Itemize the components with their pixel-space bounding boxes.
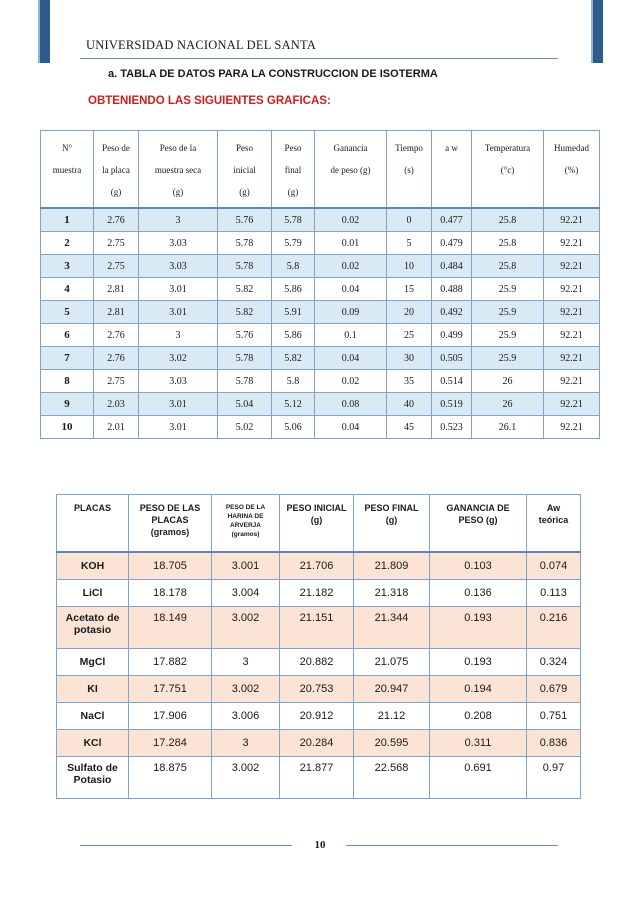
table-cell: 25.9: [472, 301, 544, 324]
table-cell: 2.81: [94, 301, 139, 324]
table-cell: 26.1: [472, 416, 544, 439]
table-cell: 21.344: [354, 607, 430, 649]
table-cell: 0.02: [315, 208, 387, 232]
header-line: LiCl: [82, 587, 103, 599]
header-line: (%): [564, 165, 579, 175]
table-cell: 0.514: [432, 370, 472, 393]
table-cell: 25.8: [472, 255, 544, 278]
header-line: Humedad: [554, 143, 589, 153]
graphs-subtitle: OBTENIENDO LAS SIGUIENTES GRAFICAS:: [88, 95, 331, 107]
table-cell: 0.08: [315, 393, 387, 416]
table-cell: 2.76: [94, 208, 139, 232]
plate-name-cell: [57, 580, 129, 607]
header-line: (gramos): [231, 531, 260, 538]
header-line: (gramos): [150, 527, 190, 537]
table-row: [57, 757, 581, 799]
table-cell: 18.875: [129, 757, 212, 799]
table-row: [41, 301, 600, 324]
sample-number-cell: 6: [41, 324, 94, 347]
table-cell: 17.882: [129, 649, 212, 676]
header-line: MgCl: [79, 656, 106, 668]
table-cell: 5.78: [218, 255, 272, 278]
section-heading: a. TABLA DE DATOS PARA LA CONSTRUCCION DE ISOTERMA: [108, 68, 438, 80]
table-cell: 3.006: [212, 703, 280, 730]
table-cell: 3.002: [212, 676, 280, 703]
table-row: [57, 703, 581, 730]
table-cell: 21.706: [280, 552, 354, 580]
table-cell: 2.76: [94, 347, 139, 370]
column-header: [139, 131, 218, 209]
column-header: [315, 131, 387, 209]
table-cell: 3.001: [212, 552, 280, 580]
header-line: muestra seca: [154, 165, 202, 175]
table-row: [41, 324, 600, 347]
plate-name-cell: [57, 730, 129, 757]
header-line: Peso: [235, 143, 253, 153]
table-cell: 20.912: [280, 703, 354, 730]
table-cell: 3.004: [212, 580, 280, 607]
plate-name-cell: [57, 552, 129, 580]
table-cell: 3.01: [139, 278, 218, 301]
table-cell: 3.01: [139, 301, 218, 324]
header-line: KOH: [80, 560, 105, 572]
table-cell: 20.753: [280, 676, 354, 703]
table-cell: 5.82: [218, 278, 272, 301]
table-cell: 3.03: [139, 232, 218, 255]
table-cell: 5.06: [272, 416, 315, 439]
table-row: [57, 730, 581, 757]
sample-number-cell: 7: [41, 347, 94, 370]
table-cell: 40: [387, 393, 432, 416]
table-cell: 2.81: [94, 278, 139, 301]
table-cell: 18.149: [129, 607, 212, 649]
table-cell: 3.03: [139, 255, 218, 278]
table-cell: 26: [472, 370, 544, 393]
column-header: [218, 131, 272, 209]
table-cell: 92.21: [544, 278, 600, 301]
table-cell: 92.21: [544, 232, 600, 255]
header-line: HARINA DE: [227, 513, 264, 520]
table-cell: 5.8: [272, 255, 315, 278]
column-header: [544, 131, 600, 209]
table-cell: 30: [387, 347, 432, 370]
table-cell: 20.284: [280, 730, 354, 757]
table-cell: 5.78: [272, 208, 315, 232]
table-cell: 10: [387, 255, 432, 278]
isotherm-data-table: [40, 130, 600, 439]
table-cell: 3.01: [139, 393, 218, 416]
header-line: Ganancia: [333, 143, 368, 153]
table-cell: 2.75: [94, 255, 139, 278]
table-cell: 22.568: [354, 757, 430, 799]
header-right-accent-bar: [591, 0, 603, 63]
sample-number-cell: 8: [41, 370, 94, 393]
header-line: inicial: [233, 165, 256, 175]
table-cell: 0.484: [432, 255, 472, 278]
table-cell: 0.479: [432, 232, 472, 255]
table-cell: 2.01: [94, 416, 139, 439]
table-cell: 0.492: [432, 301, 472, 324]
table-cell: 20: [387, 301, 432, 324]
plate-name-cell: [57, 703, 129, 730]
table-cell: 17.906: [129, 703, 212, 730]
table-row: [57, 580, 581, 607]
table-cell: 0.499: [432, 324, 472, 347]
table-row: [41, 416, 600, 439]
table-row: [57, 649, 581, 676]
header-line: teórica: [538, 515, 569, 525]
sample-number-cell: 9: [41, 393, 94, 416]
header-line: final: [284, 165, 302, 175]
table-cell: 0.113: [527, 580, 581, 607]
table-cell: 15: [387, 278, 432, 301]
table-cell: 20.947: [354, 676, 430, 703]
table-cell: 3.002: [212, 607, 280, 649]
header-line: (s): [404, 165, 414, 175]
table-cell: 3: [212, 649, 280, 676]
header-line: PESO (g): [458, 515, 498, 525]
header-line: (g): [310, 515, 323, 525]
table-row: [41, 255, 600, 278]
header-line: NaCl: [80, 710, 105, 722]
table-cell: 5.76: [218, 208, 272, 232]
table-cell: 5: [387, 232, 432, 255]
table-cell: 0.01: [315, 232, 387, 255]
header-line: ARVERJA: [230, 522, 261, 529]
header-line: KI: [87, 683, 98, 695]
plate-name-cell: [57, 607, 129, 649]
table-cell: 5.79: [272, 232, 315, 255]
plate-name-cell: [57, 676, 129, 703]
footer-divider-right: [346, 845, 558, 846]
table-cell: 45: [387, 416, 432, 439]
table-cell: 0.836: [527, 730, 581, 757]
header-line: PESO FINAL: [364, 503, 419, 513]
table-header-row: [41, 131, 600, 209]
column-header: [129, 495, 212, 553]
table-cell: 21.075: [354, 649, 430, 676]
table-cell: 5.78: [218, 347, 272, 370]
table-cell: 0.679: [527, 676, 581, 703]
column-header: [472, 131, 544, 209]
header-line: muestra: [52, 165, 82, 175]
header-line: Peso de la: [159, 143, 197, 153]
header-divider: [80, 58, 558, 59]
table-cell: 20.882: [280, 649, 354, 676]
column-header: [387, 131, 432, 209]
header-line: de peso (g): [330, 165, 371, 175]
header-line: PLACAS: [73, 503, 111, 513]
table-cell: 0.208: [430, 703, 527, 730]
header-line: PESO INICIAL: [286, 503, 347, 513]
table-row: [41, 347, 600, 370]
table-cell: 0: [387, 208, 432, 232]
table-cell: 0.04: [315, 347, 387, 370]
column-header: [527, 495, 581, 553]
table-cell: 5.78: [218, 232, 272, 255]
table-cell: 25: [387, 324, 432, 347]
header-line: Tiempo: [395, 143, 423, 153]
table-cell: 0.216: [527, 607, 581, 649]
table-cell: 25.8: [472, 232, 544, 255]
header-line: (g): [239, 187, 250, 197]
table-cell: 25.8: [472, 208, 544, 232]
table-cell: 0.97: [527, 757, 581, 799]
header-line: Temperatura: [484, 143, 531, 153]
table-cell: 0.1: [315, 324, 387, 347]
header-line: la placa: [102, 165, 130, 175]
table-cell: 92.21: [544, 301, 600, 324]
table-cell: 5.91: [272, 301, 315, 324]
table-cell: 0.074: [527, 552, 581, 580]
table-cell: 21.318: [354, 580, 430, 607]
table-cell: 3.002: [212, 757, 280, 799]
column-header: [280, 495, 354, 553]
table-cell: 18.705: [129, 552, 212, 580]
header-title: UNIVERSIDAD NACIONAL DEL SANTA: [86, 38, 317, 52]
table-row: [41, 232, 600, 255]
header-line: Acetato de: [65, 612, 120, 624]
table-cell: 18.178: [129, 580, 212, 607]
table-cell: 0.477: [432, 208, 472, 232]
table-cell: 0.09: [315, 301, 387, 324]
table-cell: 17.284: [129, 730, 212, 757]
header-line: (g): [172, 187, 184, 197]
sample-number-cell: 5: [41, 301, 94, 324]
header-line: Peso: [284, 143, 302, 153]
header-line: PESO DE LAS: [139, 503, 201, 513]
table-cell: 0.193: [430, 607, 527, 649]
table-cell: 5.78: [218, 370, 272, 393]
header-line: potasio: [73, 624, 112, 636]
table-cell: 5.86: [272, 324, 315, 347]
header-line: (°c): [500, 165, 515, 175]
header-line: (g): [110, 187, 122, 197]
table-cell: 0.505: [432, 347, 472, 370]
table-cell: 92.21: [544, 393, 600, 416]
table-cell: 2.75: [94, 232, 139, 255]
table-cell: 25.9: [472, 324, 544, 347]
sample-number-cell: 4: [41, 278, 94, 301]
table-cell: 21.151: [280, 607, 354, 649]
table-cell: 0.136: [430, 580, 527, 607]
table-cell: 21.877: [280, 757, 354, 799]
table-cell: 0.751: [527, 703, 581, 730]
table-cell: 20.595: [354, 730, 430, 757]
table-cell: 92.21: [544, 347, 600, 370]
table-cell: 0.103: [430, 552, 527, 580]
table-row: [57, 607, 581, 649]
table-cell: 35: [387, 370, 432, 393]
column-header: [430, 495, 527, 553]
table-cell: 21.12: [354, 703, 430, 730]
table-cell: 5.82: [272, 347, 315, 370]
table-cell: 5.04: [218, 393, 272, 416]
header-line: GANANCIA DE: [446, 503, 510, 513]
table-cell: 25.9: [472, 278, 544, 301]
table-cell: 21.182: [280, 580, 354, 607]
plate-name-cell: [57, 649, 129, 676]
sample-number-cell: 10: [41, 416, 94, 439]
table-cell: 3: [212, 730, 280, 757]
table-header-row: [57, 495, 581, 553]
header-line: Sulfato de: [67, 762, 118, 774]
sample-number-cell: 1: [41, 208, 94, 232]
footer-divider-left: [80, 845, 292, 846]
table-row: [57, 676, 581, 703]
header-line: N°: [61, 143, 73, 153]
table-cell: 0.04: [315, 416, 387, 439]
table-cell: 5.12: [272, 393, 315, 416]
table-cell: 5.86: [272, 278, 315, 301]
table-cell: 5.02: [218, 416, 272, 439]
table-row: [41, 393, 600, 416]
table-cell: 92.21: [544, 370, 600, 393]
table-row: [41, 208, 600, 232]
header-line: a w: [445, 143, 458, 153]
table-cell: 0.324: [527, 649, 581, 676]
table-cell: 0.311: [430, 730, 527, 757]
table-cell: 0.523: [432, 416, 472, 439]
table-cell: 0.02: [315, 370, 387, 393]
table-row: [41, 370, 600, 393]
table-row: [57, 552, 581, 580]
page-number: 10: [314, 839, 326, 851]
table-row: [41, 278, 600, 301]
table-cell: 0.488: [432, 278, 472, 301]
header-line: KCl: [83, 737, 102, 749]
table-cell: 26: [472, 393, 544, 416]
plate-name-cell: [57, 757, 129, 799]
header-line: PLACAS: [151, 515, 189, 525]
table-cell: 0.691: [430, 757, 527, 799]
header-line: PESO DE LA: [225, 504, 266, 511]
table-cell: 2.76: [94, 324, 139, 347]
table-cell: 92.21: [544, 208, 600, 232]
column-header: [41, 131, 94, 209]
table-cell: 92.21: [544, 324, 600, 347]
table-cell: 17.751: [129, 676, 212, 703]
table-cell: 2.03: [94, 393, 139, 416]
table-cell: 5.8: [272, 370, 315, 393]
table-cell: 0.04: [315, 278, 387, 301]
header-left-accent-bar: [38, 0, 50, 63]
table-cell: 92.21: [544, 416, 600, 439]
column-header: [94, 131, 139, 209]
column-header: [354, 495, 430, 553]
table-cell: 3.03: [139, 370, 218, 393]
header-line: (g): [287, 187, 299, 197]
column-header: [57, 495, 129, 553]
table-cell: 25.9: [472, 347, 544, 370]
header-line: (g): [385, 515, 398, 525]
header-line: Potasio: [73, 774, 112, 786]
table-cell: 0.194: [430, 676, 527, 703]
column-header: [272, 131, 315, 209]
table-cell: 92.21: [544, 255, 600, 278]
plates-data-table: [56, 494, 581, 799]
table-cell: 21.809: [354, 552, 430, 580]
column-header: [212, 495, 280, 553]
table-cell: 2.75: [94, 370, 139, 393]
table-cell: 3: [139, 208, 218, 232]
column-header: [432, 131, 472, 209]
header-line: Aw: [546, 503, 561, 513]
table-cell: 3.02: [139, 347, 218, 370]
table-cell: 0.02: [315, 255, 387, 278]
sample-number-cell: 3: [41, 255, 94, 278]
table-cell: 0.519: [432, 393, 472, 416]
table-cell: 3: [139, 324, 218, 347]
table-cell: 5.76: [218, 324, 272, 347]
table-cell: 5.82: [218, 301, 272, 324]
header-line: Peso de: [102, 143, 130, 153]
sample-number-cell: 2: [41, 232, 94, 255]
table-cell: 0.193: [430, 649, 527, 676]
table-cell: 3.01: [139, 416, 218, 439]
